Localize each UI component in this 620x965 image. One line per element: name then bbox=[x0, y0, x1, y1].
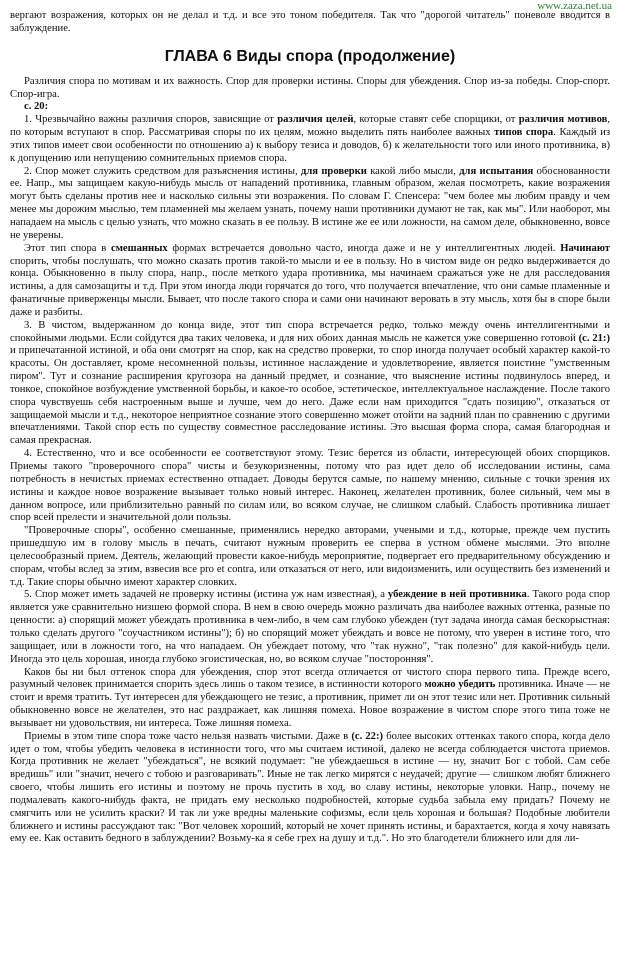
chapter-summary: Различия спора по мотивам и их важность. Спор для проверки истины. Споры для убеждения. Спор из-за победы. Спор-спорт. Спор-игра. bbox=[10, 75, 610, 100]
paragraph-3: Этот тип спора в смешанных формах встречается довольно часто, иногда даже и не у интеллигентных людей. Начинают спорить, чтобы послушать, что можно сказать против такой-то мысли и ее в пользу. Но в чистом виде он редко выдерживается до конца. Обыкновенно в пылу спора, напр., после меткого удара противника, мы начинаем сражаться уже не для расследования истины, а для самозащиты и т.д. При этом иногда люди горячатся до того, что получается впечатление, что они самые пламенные и фанатичные приверженцы мысли. Бывает, что после такого спора и сами они начинают веровать в эту мысль, хотя бы в споре были даже и разбиты. bbox=[10, 242, 610, 318]
intro-paragraph: вергают возражения, которых он не делал и т.д. и все это тоном победителя. Так что "дорогой читатель" поневоле вводится в заблуждение. bbox=[10, 10, 610, 34]
book-page bbox=[10, 10, 610, 846]
paragraph-1: 1. Чрезвычайно важны различия споров, зависящие от различия целей, которые ставят себе спорщики, от различия мотивов, по которым вступают в спор. Рассматривая споры по их целям, можно выделить пять наиболее важных типов спора. Каждый из этих типов имеет свои особенности по отношению а) к выбору тезиса и доводов, б) к желательности того или иного противника, в) к допущению или непущению сомнительных приемов спора. bbox=[10, 114, 611, 164]
paragraph-9: Приемы в этом типе спора тоже часто нельзя назвать чистыми. Даже в (с. 22:) более высоких оттенках такого спора, когда дело идет о том, чтобы убедить человека в истинности того, что мы считаем истиной, далеко не всегда соблюдается чистота приемов. Когда противник не желает "убеждаться", не всякий подумает: "не убеждаешься в истине — ну, значит Бог с тобой. Сам себе вредишь" или "значит, нечего с тобою и разговаривать". Иные не так легко мирятся с неудачей; другие — слишком любят ближнего своего, чтобы лишить его истины и поэтому не прочь пустить в ход, во славу истины, некоторые уловки. Напр., почему не подмалевать какого-нибудь факта, не придать ему несколько подробностей, которые судьба забыла ему придать? Почему не смягчить или не усилить краски? И так ли уже вредны маленькие софизмы, если цель хорошая и большая? Подобные любители ближнего и истины рассуждают так: "Вот человек хороший, который не хочет принять истины, и барахтается, когда я хочу навязать ему ее. Как оставить бедного в заблуждении? Возьму-ка я себе грех на душу и т.д.". Но это благодетели ближнего или для ли- bbox=[10, 730, 610, 845]
paragraph-5: 4. Естественно, что и все особенности ее соответствуют этому. Тезис берется из области, интересующей обоих спорщиков. Приемы такого "проверочного спора" чисты и безукоризненны, потому что раз идет дело об исследовании истины, сама потребность в нечистых приемах естественно отпадает. Доводы берутся самые, по нашему мнению, сильные с точки зрения их истины и каждое новое возражение вызывает только новый интерес. Наконец, желателен противник, более сильный, чем мы в данном вопросе, или приблизительно равный по силам или, во всяком случае, не слишком слабый. Слабость противника лишает спор всей прелести и значительной доли пользы. bbox=[10, 448, 610, 524]
paragraph-2: 2. Спор может служить средством для разъяснения истины, для проверки какой либо мысли, для испытания обоснованности ее. Напр., мы защищаем какую-нибудь мысль от нападений противника, главным образом, желая посмотреть, какие возражения могут быть сделаны против нее и насколько сильны эти возражения. По словам Г. Спенсера: "чем более мы любим правду и чем менее мы дорожим мыслью, тем пламенней мы желаем узнать, почему наши противники думают не так, как мы". Или наоборот, мы нападаем на мысль с целью узнать, что можно сказать в ее пользу. В истине же ее или ложности, на самом деле, обыкновенно, вовсе не уверены. bbox=[10, 165, 610, 241]
paragraph-7: 5. Спор может иметь задачей не проверку истины (истина уж нам известная), а убеждение в ней противника. Такого рода спор является уже сравнительно низшею формой спора. В нем в свою очередь можно различать два наиболее важных оттенка, разные по ценности: а) спорящий может убеждать противника в чем-либо, в чем сам глубоко убежден (тут задача иногда самая бескорыстная: только сделать другого "соучастником истины"); б) но спорящий может убеждать и вовсе не потому, что уверен в истине того, что защищает, или в ложности того, на что нападаем. Он убеждает потому, что "так нужно", "так полезно" для какой-нибудь цели. Иногда это цель хорошая, иногда глубоко эгоистическая, но, во всяком случае "посторонняя". bbox=[10, 589, 610, 665]
site-url[interactable]: www.zaza.net.ua bbox=[537, 0, 612, 12]
paragraph-4: 3. В чистом, выдержанном до конца виде, этот тип спора встречается редко, только между очень интеллигентными и спокойными людьми. Если сойдутся два таких человека, и для них обоих данная мысль не кажется уже совершенно готовой (с. 21:) и припечатанной истиной, и оба они смотрят на спор, как на средство проверки, то спор иногда получает особый характер какой-то красоты. Он доставляет, кроме несомненной пользы, истинное наслаждение и удовлетворение, является поистине "умственным пиром". Тут и сознание расширения кругозора на данный предмет, и сознание, что выяснение истины подвинулось вперед, и тонкое, спокойное возбуждение умственной борьбы, и какое-то особое, эстетическое, интеллектуальное наслаждение. После такого спора чувствуешь себя настроенным выше и лучше, чем до него. Даже если нам приходится "сдать позицию", отказаться от защищаемой мысли и т.д., некоторое неприятное сознание этого совершенно может отойти на задний план по сравнению с другими впечатлениями. Такой спор есть по существу совместное расследование истины. Это высшая форма спора, самая благородная и самая прекрасная. bbox=[10, 319, 610, 447]
chapter-title: ГЛАВА 6 Виды спора (продолжение) bbox=[164, 47, 456, 65]
paragraph-8: Каков бы ни был оттенок спора для убеждения, спор этот всегда отличается от чистого спора первого типа. Прежде всего, разумный человек принимается спорить здесь лишь о таком тезисе, в истинности которого можно убедить противника. Иначе — не стоит и время тратить. Тут интересен для убеждающего не тезис, а противник, примет ли он этот тезис или нет. Противник сильный обыкновенно вовсе не желателен, это нас раздражает, как лишняя помеха. Новое возражение в чистом споре этого типа тоже не вызывает ни удовольствия, ни интереса. Тоже лишняя помеха. bbox=[10, 666, 610, 729]
paragraph-6: "Проверочные споры", особенно смешанные, применялись нередко авторами, учеными и т.д., которые, прежде чем пустить пришедшую им в голову мысль в печать, считают нужным проверить ее сперва в устном обмене мыслями. Это вполне целесообразный прием. Деятель, желающий провести какое-нибудь мероприятие, подвергает его предварительному обсуждению и спорам, чтобы вслед за этим, взвесив все pro et contra, или отказаться от него, или видоизменить, или осуществить без изменений и т.д. Такие споры обычно имеют характер словких. bbox=[10, 525, 610, 588]
page-ref-20: с. 20: bbox=[24, 101, 49, 113]
